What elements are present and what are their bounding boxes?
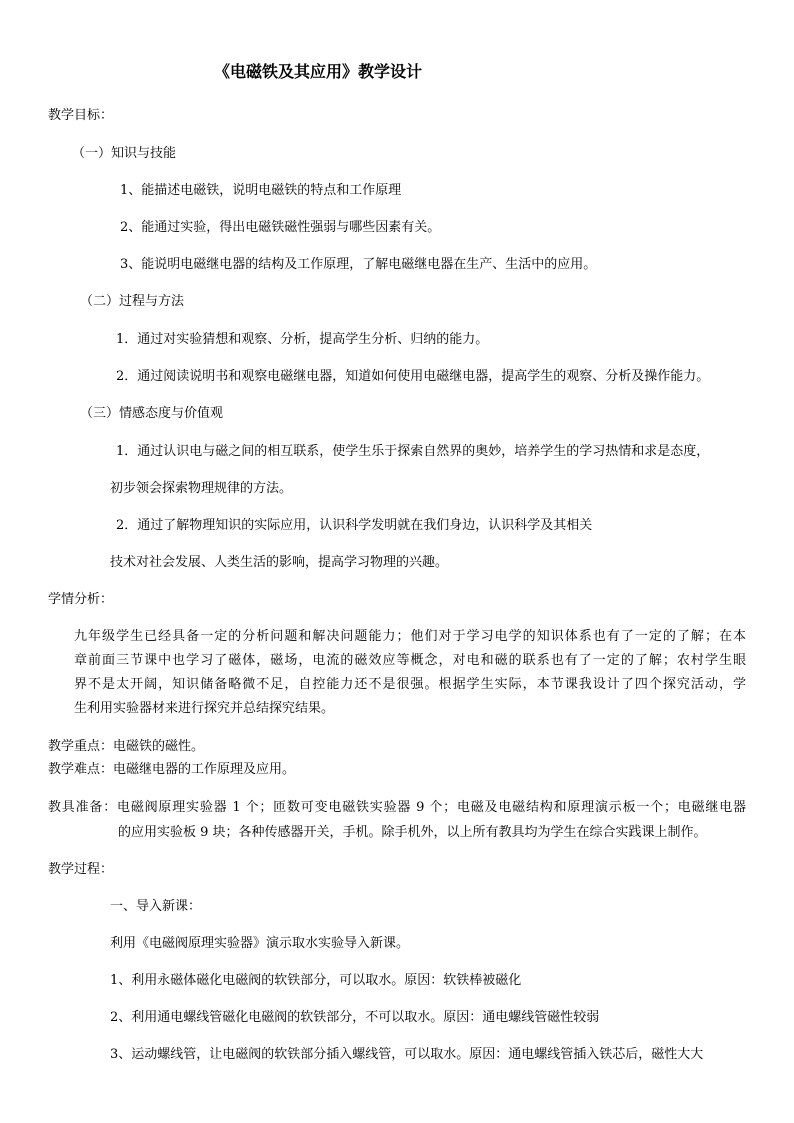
procedure-step-3: 3、运动螺线管，让电磁阀的软铁部分插入螺线管，可以取水。原因：通电螺线管插入铁芯后，磁性大大 bbox=[110, 1047, 704, 1062]
attitude-item-2-line-2: 技术对社会发展、人类生活的影响，提高学习物理的兴趣。 bbox=[110, 555, 449, 570]
analysis-line-1: 九年级学生已经具备一定的分析问题和解决问题能力；他们对于学习电学的知识体系也有了一定的了解；在本 bbox=[74, 629, 746, 644]
knowledge-item-3: 3、能说明电磁继电器的结构及工作原理，了解电磁继电器在生产、生活中的应用。 bbox=[120, 257, 597, 272]
knowledge-item-2: 2、能通过实验，得出电磁铁磁性强弱与哪些因素有关。 bbox=[120, 220, 441, 235]
teaching-key-point: 教学重点：电磁铁的磁性。 bbox=[48, 739, 205, 754]
attitude-values-heading: （三）情感态度与价值观 bbox=[80, 406, 224, 421]
analysis-line-2: 章前面三节课中也学习了磁体，磁场，电流的磁效应等概念，对电和磁的联系也有了一定的了解；农村学生眼 bbox=[74, 653, 746, 668]
section-introduction-heading: 一、导入新课： bbox=[110, 899, 202, 914]
attitude-item-2-line-1: 2．通过了解物理知识的实际应用，认识科学发明就在我们身边，认识科学及其相关 bbox=[116, 518, 593, 533]
teaching-process-heading: 教学过程： bbox=[48, 862, 114, 877]
process-item-2: 2．通过阅读说明书和观察电磁继电器，知道如何使用电磁继电器，提高学生的观察、分析及操作能力。 bbox=[116, 369, 710, 384]
knowledge-skills-heading: （一）知识与技能 bbox=[72, 146, 177, 161]
teaching-tools-line-1: 教具准备：电磁阀原理实验器 1 个；匝数可变电磁铁实验器 9 个；电磁及电磁结构和原理演示板一个；电磁继电器 bbox=[48, 800, 746, 815]
knowledge-item-1: 1、能描述电磁铁，说明电磁铁的特点和工作原理 bbox=[120, 183, 402, 198]
analysis-line-3: 界不是太开阔，知识储备略微不足，自控能力还不是很强。根据学生实际，本节课我设计了四个探究活动，学 bbox=[74, 677, 746, 692]
teaching-tools-line-2: 的应用实验板 9 块；各种传感器开关，手机。除手机外，以上所有教具均为学生在综合实践课上制作。 bbox=[118, 825, 707, 840]
introduction-text: 利用《电磁阀原理实验器》演示取水实验导入新课。 bbox=[110, 936, 410, 951]
process-item-1: 1．通过对实验猜想和观察、分析，提高学生分析、归纳的能力。 bbox=[116, 332, 489, 347]
attitude-item-1-line-2: 初步领会探索物理规律的方法。 bbox=[110, 481, 293, 496]
procedure-step-1: 1、利用永磁体磁化电磁阀的软铁部分，可以取水。原因：软铁棒被磁化 bbox=[110, 973, 522, 988]
process-methods-heading: （二）过程与方法 bbox=[80, 294, 185, 309]
learning-analysis-heading: 学情分析： bbox=[48, 592, 114, 607]
attitude-item-1-line-1: 1．通过认识电与磁之间的相互联系，使学生乐于探索自然界的奥妙，培养学生的学习热情和求是态度， bbox=[116, 444, 710, 459]
procedure-step-2: 2、利用通电螺线管磁化电磁阀的软铁部分，不可以取水。原因：通电螺线管磁性较弱 bbox=[110, 1010, 600, 1025]
analysis-line-4: 生利用实验器材来进行探究并总结探究结果。 bbox=[74, 701, 335, 716]
teaching-difficulty: 教学难点：电磁继电器的工作原理及应用。 bbox=[48, 762, 296, 777]
objectives-heading: 教学目标： bbox=[48, 108, 114, 123]
document-title: 《电磁铁及其应用》教学设计 bbox=[214, 62, 423, 81]
